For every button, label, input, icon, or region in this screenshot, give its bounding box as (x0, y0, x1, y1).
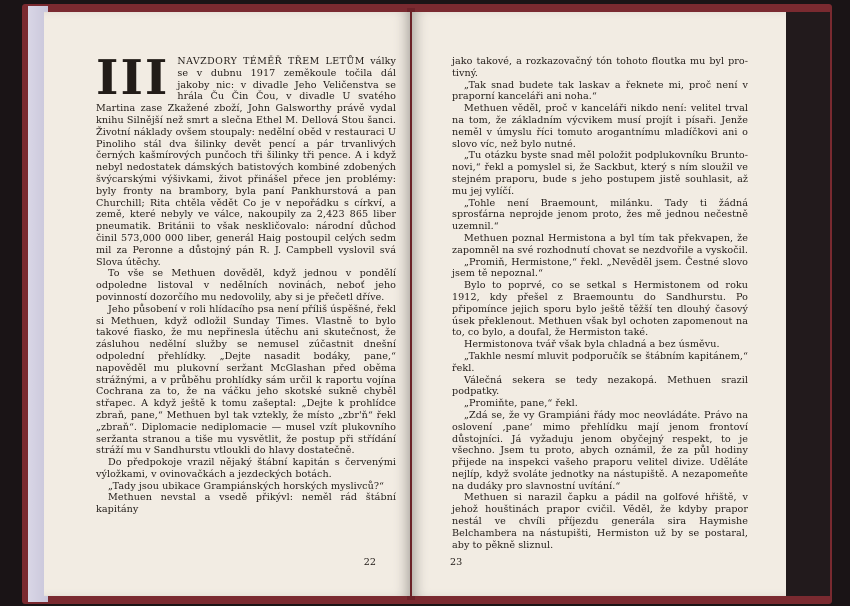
page-number: 22 (363, 557, 376, 568)
paragraph: „Promiň, Hermistone,“ řekl. „Nevěděl jsem. Čestné slovo jsem tě nepoznal.“ (452, 256, 748, 280)
page-edges-right (786, 12, 830, 596)
right-page (412, 12, 786, 596)
paragraph: Methuen nevstal a vsedě přikývl: neměl rád štábní kapitány (96, 492, 396, 516)
left-page (44, 12, 410, 596)
paragraph: Válečná sekera se tedy nezakopá. Methuen srazil podpatky. (452, 374, 748, 398)
paragraph: „Takhle nesmí mluvit podporučík se štábním kapitánem,“ řekl. (452, 350, 748, 374)
opening-paragraph (96, 50, 396, 268)
paragraph: „Zdá se, že vy Grampiáni řády moc neovládáte. Právo na oslovení ‚pane‘ mimo přehlídku mají jenom frontoví důstojníci. Já vyžaduju jenom obyčejný respekt, to je všechno. Jsem tu proto, abych oznámil, že za půl hodiny přijede na inspekci vašeho praporu velitel divize. Uděláte nejlíp, když svoláte jednotky na nástupiště. A nezapomeňte na dudáky pro slavnostní uvítání.“ (452, 409, 748, 492)
paragraph: To vše se Methuen dověděl, když jednou v pondělí odpoledne listoval v nedělních novinách, neboť jeho povinností dozorčího mu nedovolily, aby si je přečetl dříve. (96, 268, 396, 303)
opening-caps: NAVZDORY TÉMĚŘ TŘEM LETŮM (177, 56, 365, 67)
paragraph: „Tady jsou ubikace Grampiánských horských myslivců?“ (108, 480, 384, 492)
paragraph: Methuen si narazil čapku a pádil na golfové hřiště, v jehož houštinách prapor cvičil. Věděl, že kdyby prapor nestál ve chvíli příjezdu generála sira Haymishe Belchambera na nástupišti, Hermiston už by se postaral, aby to pěkně sliznul. (452, 492, 748, 551)
paragraph: Hermistonova tvář však byla chladná a bez úsměvu. (464, 339, 720, 351)
opening-rest: války se v dubnu 1917 zeměkoule točila dál jakoby nic: v divadle Jeho Veličenstva se hrála Ču Čin Čou, v divadle U svatého Martina zase Zkažené zboží, John Galsworthy právě vydal knihu Silnější než smrt a slečna Ethel M. Dellová Stou šanci. Životní náklady ovšem stoupaly: nedělní oběd v restauraci U Pinoliho stál dva šilinky devět pencí a pár trvanlivých černých kašmírových punčoch tři šilinky tři pence. A i když nebyl nedostatek dámských batistových kombiné zdobených švýcarskými výšivkami, život přinášel přece jen problémy: byly fronty na brambory, byla paní Pankhurstová a pan Churchill; Rita chtěla vědět Co je v nepořádku s církví, a země, které nebyly ve válce, nakoupily za 2,423 865 liber pneumatik. Británii to však neskličovalo: národní důchod činil 573,000 000 liber, generál Haig postoupil celých sedm mil za Peronne a důstojný pán R. J. Campbell vyslovil svá Slova útěchy. (96, 56, 396, 268)
chapter-numeral: III (96, 50, 170, 106)
paragraph: Do předpokoje vrazil nějaký štábní kapitán s červenými výložkami, v ovinovačkách a jezdeckých botách. (96, 457, 396, 480)
paragraph: „Tak snad budete tak laskav a řeknete mi, proč není v praporní kanceláři ani noha.“ (452, 79, 748, 103)
paragraph: Jeho působení v roli hlídacího psa není příliš úspěšné, řekl si Methuen, když odložil Sunday Times. Vlastně to bylo takové fiasko, že mu nepřinesla útěchu ani skutečnost, že zásluhou nedělní služby se nemusel zúčastnit dnešní odpolední přehlídky. „Dejte nasadit bodáky, pane,“ napověděl mu plukovní seržant McGlashan před oběma strážnými, a v průběhu prohlídky sám určil k raportu vojína Cochrana za to, že na váčku jeho skotské sukně chyběl střapec. A když ještě k tomu zašeptal: „Dejte k prohlídce zbraň, pane,“ Methuen byl tak vztekly, že místo „zbr'ň“ řekl „zbraň“. Diplomacie nediplomacie — musel vzít plukovního seržanta stranou a tiše mu vysvětlit, že postup při střídání stráží mu v Sandhurstu vtloukli do hlavy dostatečně. (96, 303, 396, 457)
paragraph: „Tu otázku byste snad měl položit podplukovníku Bruntonovi,“ řekl a pomyslel si, že Sackbut, který s ním sloužil ve stejném praporu, bude s jeho postupem jistě souhlasit, až mu jej vylíčí. (452, 150, 748, 197)
paragraph: Methuen věděl, proč v kanceláři nikdo není: velitel trval na tom, že základním výcvikem musí projít i písaři. Jenže neměl v úmyslu říci tomuto arogantnímu mladíčkovi ani o slovo víc, než bylo nutné. (452, 103, 748, 150)
right-page-text (452, 56, 748, 551)
page-number: 23 (450, 557, 463, 568)
paragraph: „Tohle není Braemount, milánku. Tady ti žádná sprosťárna neprojde jenom proto, žes mě jednou nečestně uzemnil.“ (452, 197, 748, 233)
paragraph: Bylo to poprvé, co se setkal s Hermistonem od roku 1912, kdy přešel z Braemountu do Sandhurstu. Po připomínce jejich sporu bylo ještě těžší ten dlouhý časový úsek překlenout. Methuen však byl ochoten zapomenout na to, co bylo, a doufal, že Hermiston také. (452, 280, 748, 339)
paragraph: jako takové, a rozkazovačný tón tohoto floutka mu byl protivný. (452, 56, 748, 79)
paragraph: Methuen poznal Hermistona a byl tím tak překvapen, že zapomněl na své rozhodnutí chovat se nezdvořile a vyskočil. (452, 232, 748, 256)
paragraph: „Promiňte, pane,“ řekl. (464, 398, 578, 410)
left-page-text (96, 50, 396, 516)
